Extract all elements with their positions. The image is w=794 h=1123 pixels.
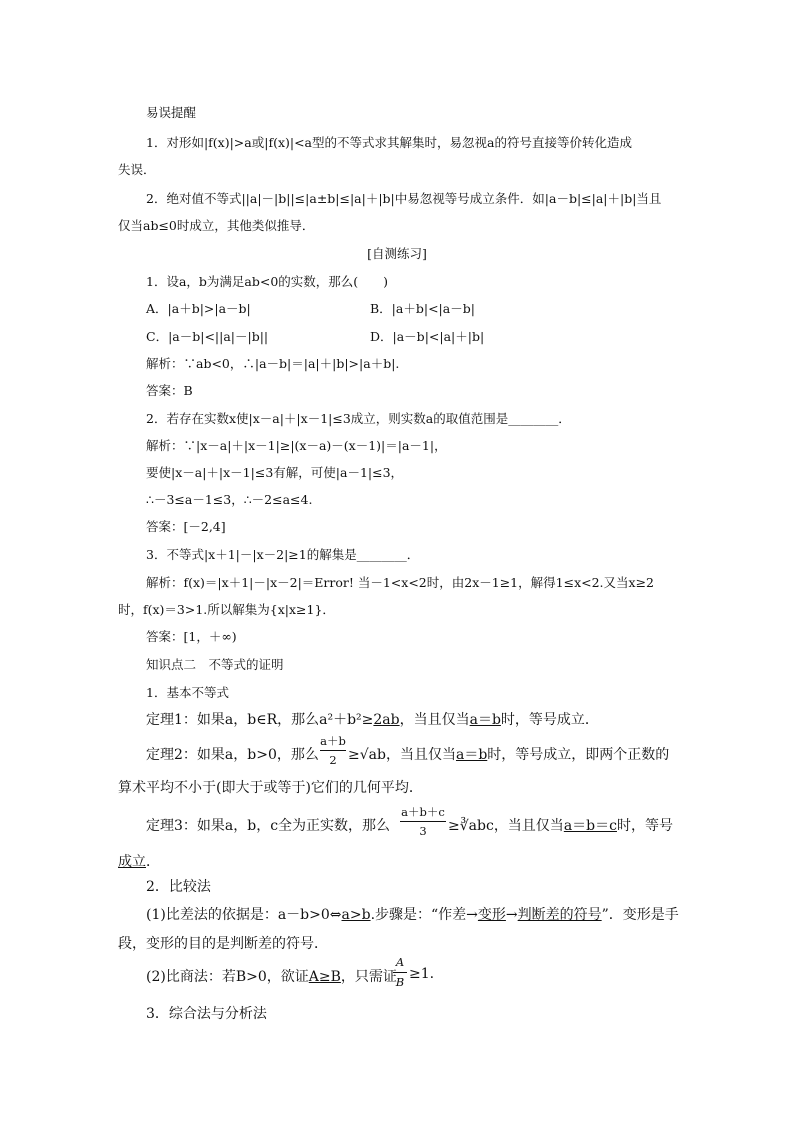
theorem-1: 定理1：如果a，b∈R，那么a²＋b²≥2ab，当且仅当a＝b时，等号成立． [146,712,599,728]
theorem-2-rest: ≥√ab，当且仅当a＝b时，等号成立，即两个正数的 [348,747,670,763]
quotient-fraction-bar [393,972,407,973]
theorem-3-rest: ≥∛abc，当且仅当a＝b＝c时，等号 [448,818,673,834]
q2-analysis-2: 要使|x－a|＋|x－1|≤3有解，可使|a－1|≤3， [146,465,404,480]
q2-analysis-1: 解析：∵|x－a|＋|x－1|≥|(x－a)－(x－1)|＝|a－1|， [146,438,447,453]
quotient-numerator: A [395,955,405,969]
quotient-method-pre: (2)比商法：若B>0，欲证A≥B，只需证 [146,969,397,985]
theorem-2-blank: a＝b [455,747,488,763]
theorem-3-denominator: 3 [419,824,427,838]
practice-title: [自测练习] [367,246,427,261]
reminder-2-line1: 2．绝对值不等式||a|－|b||≤|a±b|≤|a|＋|b|中易忽视等号成立条件．如|a－b|≤|a|＋|b|当且 [146,191,662,206]
theorem-3-numerator: a＋b＋c [401,805,445,819]
section2-title: 知识点二 不等式的证明 [146,657,284,672]
section-heading: 易误提醒 [146,105,197,120]
theorem-3-line2: 成立． [118,854,160,870]
quotient-denominator: B [395,975,405,989]
q2-analysis-3: ∴－3≤a－1≤3，∴－2≤a≤4. [146,492,313,507]
reminder-2-line2: 仅当ab≤0时成立，其他类似推导． [118,218,315,233]
quotient-blank: A≥B [308,969,341,985]
q1-analysis: 解析：∵ab<0，∴|a－b|＝|a|＋|b|>|a＋b|. [146,356,400,371]
reminder-1-line1: 1．对形如|f(x)|>a或|f(x)|<a型的不等式求其解集时，易忽视a的符号直接等价转化造成 [146,135,632,150]
difference-blank-1: a>b [341,907,371,923]
difference-method-line1: (1)比差法的依据是：a－b>0⇔a>b.步骤是：“作差→变形→判断差的符号”．变形是手 [146,907,679,923]
q3-answer: 答案：[1，＋∞) [146,629,237,644]
q3-stem: 3．不等式|x＋1|－|x－2|≥1的解集是________． [146,547,420,562]
theorem-3-blank-2: 成立 [118,854,146,870]
difference-method-line2: 段，变形的目的是判断差的符号． [118,936,328,952]
theorem-3-blank: a＝b＝c [563,818,617,834]
q1-option-d: D．|a－b|<|a|＋|b| [370,329,485,344]
q2-answer: 答案：[－2,4] [146,519,226,534]
q1-option-b: B．|a＋b|<|a－b| [370,301,475,316]
q1-answer: 答案：B [146,383,193,398]
theorem-1-blank-1: 2ab [373,712,400,728]
comparison-method-heading: 2．比较法 [146,879,211,895]
synthesis-analysis-heading: 3．综合法与分析法 [146,1006,267,1022]
theorem-2-pre: 定理2：如果a，b>0，那么 [146,747,319,763]
q1-option-a: A．|a＋b|>|a－b| [146,301,251,316]
quotient-method-post: ≥1. [409,966,435,982]
q1-option-c: C．|a－b|<||a|－|b|| [146,329,269,344]
theorem-2-denominator: 2 [329,753,337,767]
reminder-1-line2: 失误． [118,162,156,177]
theorem-2-fraction-bar [320,750,346,751]
theorem-1-blank-2: a＝b [469,712,501,728]
basic-inequality-heading: 1．基本不等式 [146,685,229,700]
theorem-3-fraction-bar [400,821,446,822]
theorem-2-line2: 算术平均不小于(即大于或等于)它们的几何平均． [118,780,423,796]
q1-stem: 1．设a，b为满足ab<0的实数，那么( ) [146,274,389,289]
difference-blank-2: 变形 [477,907,506,923]
theorem-2-numerator: a＋b [320,734,346,748]
q3-analysis-2: 时，f(x)＝3>1.所以解集为{x|x≥1}． [118,602,335,617]
q3-analysis-1: 解析：f(x)＝|x＋1|－|x－2|＝Error! 当－1<x<2时，由2x－1≥1，解得1≤x<2.又当x≥2 [146,575,654,590]
q2-stem: 2．若存在实数x使|x－a|＋|x－1|≤3成立，则实数a的取值范围是________． [146,411,571,426]
difference-blank-3: 判断差的符号 [517,907,602,923]
theorem-3-pre: 定理3：如果a，b，c全为正实数，那么 [146,818,391,834]
